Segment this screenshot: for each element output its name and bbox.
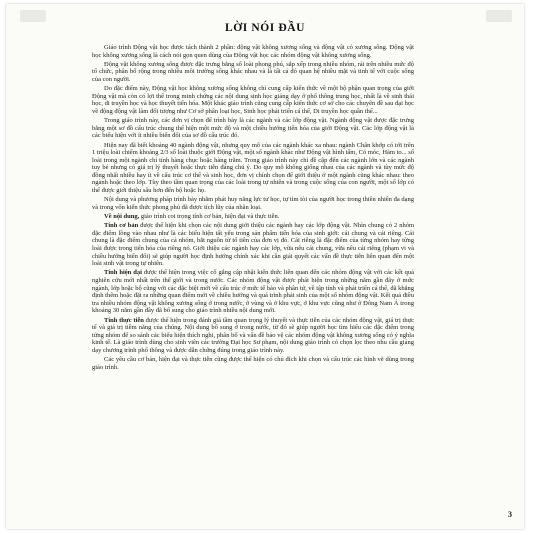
- paragraph-text: được thể hiện trong việc cố gắng cập nhật kiến thức liên quan đến các nhóm động vật với các kết quả nghiên cứu mới nhất trên thế giới và trong nước. Các nhóm động vật được phát hiện trong những năm gần đây ở mức ngành, lớp hoặc bộ cũng với các đặc biệt mới về cấu trúc ở mức tế bào và phân tử, về tập tính và phát triển cá thể, đã khẳng định thêm hoặc đặt ra những quan điểm mới về chiều hướng và quá trình phát sinh của một số nhóm động vật. Kết quả điều tra nhiều nhóm động vật không xương sống ở trong nước, ở vùng và ở khu vực, ở khu vực cũng như ở Đông Nam Á trong khoảng 30 năm gần đây đã bổ sung cho giáo trình nhiều nội dung mới.: [92, 269, 414, 315]
- paragraph-text: được thể hiện khi chọn các nội dung giới thiệu các ngành hay các lớp động vật. Nhìn chung có 2 nhóm đặc điểm lồng vào nhau như là các biểu hiện tất yếu trong sản phẩm tiến hóa của sinh giới: cái chung và cái riêng. Cái chung là đặc điểm chung của cả nhóm, bắt nguồn từ tổ tiên của đơn vị đó. Cái riêng là đặc điểm của từng nhóm hay từng loài được trong tiến hóa của riêng nó. Giới thiệu các ngành hay các lớp, vừa nêu cái chung, vừa nêu cái riêng (phạm vi và chiều hướng biến đổi) sẽ giúp người học định hướng chính xác khi cần giải quyết các vấn đề thực tiễn liên quan đến một loài sinh vật trong tự nhiên.: [92, 222, 414, 268]
- paragraph: [92, 61, 414, 84]
- paragraph-text: Giáo trình Động vật học được tách thành 2 phần: động vật không xương sống và động vật có xương sống. Động vật học không xương sống là cách nói gọn quen dùng của Động vật học các nhóm động vật không xương sống.: [92, 44, 414, 59]
- scan-corner-mark: [486, 10, 512, 22]
- paragraph: [92, 142, 414, 195]
- paragraph: [92, 117, 414, 140]
- paragraph-text: Hiện nay đã biết khoảng 40 ngành động vật, nhưng quy mô của các ngành khác xa nhau: ngành Chân khớp có tới trên 1 triệu loài chiếm khoảng 2/3 số loài thuộc giới Động vật, một số ngành khác như Động vật hình tấm, Có móc, Hàm to... số loài trong một ngành chỉ tính hàng chục hoặc hàng trăm. Trong giáo trình này chỉ đề cập đến các ngành lớn và các ngành tuy bé nhưng có giá trị lý thuyết hoặc thực tiễn đáng chú ý. Do quy mô không giống nhau của các ngành và tùy mức độ đồng nhất nhiều hay ít về cấu trúc cơ thể và sinh học, đơn vị chính chọn để giới thiệu ở một ngành cũng khác nhau: theo ngành hoặc theo lớp. Tùy theo tầm quan trọng của các loài trong tự nhiên và trong cuộc sống của con người, một số lớp có thể được giới thiệu sâu hơn đến bộ hoặc họ.: [92, 141, 414, 195]
- document-page: [6, 4, 524, 529]
- paragraph-text: được thể hiện trong đánh giá tầm quan trọng lý thuyết và thực tiễn của các nhóm động vật, giá trị thực tế và giá trị tiềm năng của chúng. Nội dung bổ sung ở trong nước, từ đó sẽ giúp người học tìm hiểu các đặc điểm trong từng nhóm để so sánh các biểu hiện thích nghi, phân bố và vấn đề bảo vệ các nhóm động vật không xương sống có ý nghĩa kinh tế. Là giáo trình dùng cho sinh viên các trường Đại học Sư phạm, nội dung giáo trình có chọn lọc theo nhu cầu giảng dạy chương trình phổ thông và được dẫn chứng đúng trong giáo trình này.: [92, 316, 414, 354]
- paragraph-text: Động vật không xương sống được đặc trưng bằng số loài phong phú, sắp xếp trong nhiều nhóm, rải trên nhiều mức độ tổ chức, phân bố rộng trong nhiều môi trường sống khác nhau và là tất cả đó quan hệ nhiều mặt và tinh tế với cuộc sống của con người.: [92, 60, 414, 83]
- paragraph-text: Nội dung và phương pháp trình bày nhằm phát huy năng lực tư học, tự tìm tòi của người học trong thiên nhiên đa dạng và trong vốn kiến thức phong phú đã được tích lũy của nhân loại.: [92, 196, 414, 211]
- paragraph: [92, 213, 414, 221]
- page-title: LỜI NÓI ĐẦU: [224, 22, 306, 34]
- paragraph: [92, 196, 414, 211]
- page-number: 3: [508, 510, 512, 519]
- paragraph-text: Do đặc điểm này, Động vật học không xương sống không chỉ cung cấp kiến thức về một bộ phận quan trọng của giới Động vật mà còn có lợi thế trong minh chứng các nội dung sinh học giảng dạy ở phổ thông trung học, nhất là về sinh thái học, di truyền học và học thuyết tiến hóa. Một khác giáo trình cũng cung cấp kiến thức cơ sở cho các chuyên đề sau đại học về động động vật làm đối tượng như Cơ sở phân loại học, Sinh học phát triển cá thể, Di truyền học quần thể...: [92, 85, 414, 115]
- paragraph-text: Các yêu cầu cơ bản, hiện đại và thực tiễn cũng được thể hiện có chủ đích khi chọn và cấu trúc các hình vẽ dùng trong giáo trình.: [92, 356, 414, 371]
- paragraph: [92, 222, 414, 268]
- paragraph-lead: Tính thực tiễn: [104, 316, 144, 324]
- paragraph-lead: Về nội dung,: [104, 213, 140, 221]
- paragraph: [92, 44, 414, 59]
- paragraph: [92, 269, 414, 315]
- scan-corner-mark: [20, 10, 46, 22]
- paragraph: [92, 85, 414, 115]
- paragraph-lead: Tính hiện đại: [104, 269, 142, 277]
- body-text: [92, 44, 414, 373]
- paragraph-lead: Tính cơ bản: [104, 222, 139, 230]
- paragraph: [92, 317, 414, 355]
- paragraph-text: Trong giáo trình này, các đơn vị chọn để trình bày là các ngành và các lớp động vật. Ngành động vật được đặc trưng bằng một sơ đồ cấu trúc chung thể hiện một mức độ và một chiều hướng tiến hóa của giới Động vật. Các lớp động vật là các biểu hiện với ít nhiều biến đổi của sơ đồ cấu trúc đó.: [92, 117, 414, 140]
- paragraph: [92, 356, 414, 371]
- paragraph-text: giáo trình coi trọng tính cơ bản, hiện đại và thực tiễn.: [139, 213, 280, 221]
